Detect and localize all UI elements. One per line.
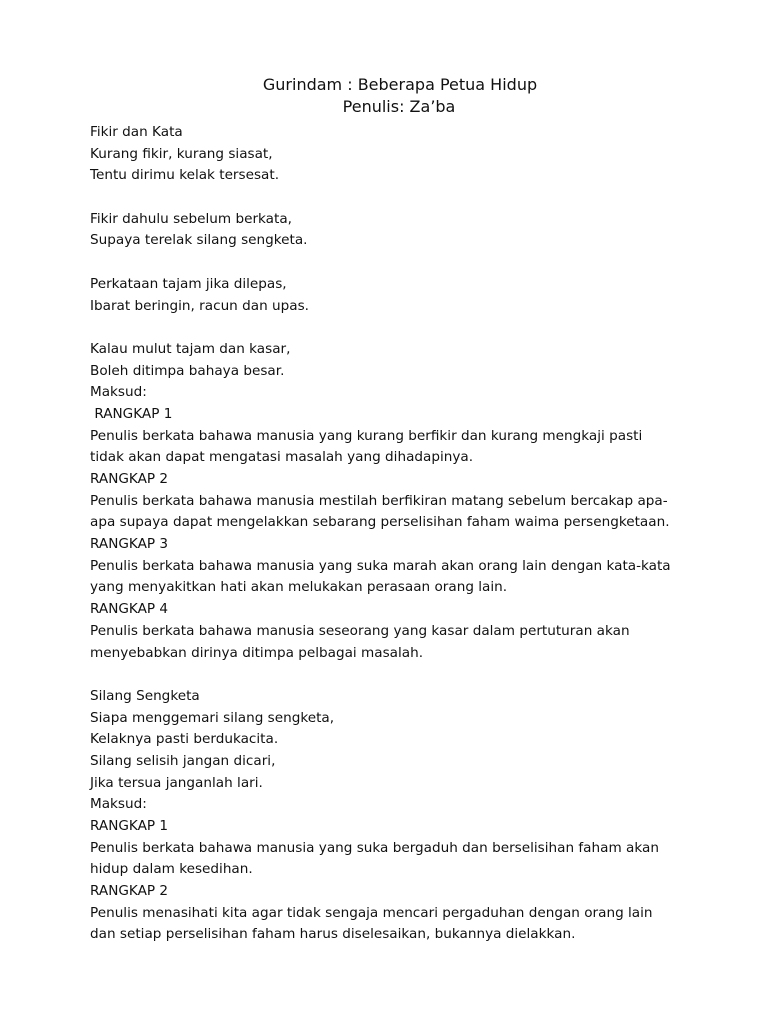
text-line: Fikir dahulu sebelum berkata, — [90, 210, 292, 227]
text-line: Ibarat beringin, racun dan upas. — [90, 297, 309, 314]
blank-line — [90, 664, 690, 686]
text-line: Kelaknya pasti berdukacita. — [90, 731, 279, 748]
text-line: tidak akan dapat mengatasi masalah yang dihadapinya. — [90, 449, 474, 466]
text-line: Boleh ditimpa bahaya besar. — [90, 362, 285, 379]
document-title: Gurindam : Beberapa Petua Hidup — [262, 75, 538, 94]
text-line: dan setiap perselisihan faham harus diselesaikan, bukannya dielakkan. — [90, 926, 576, 943]
document-body — [90, 122, 690, 946]
text-line: Kalau mulut tajam dan kasar, — [90, 340, 291, 357]
text-line: Kurang fikir, kurang siasat, — [90, 145, 273, 162]
blank-line — [90, 187, 690, 209]
text-line: menyebabkan dirinya ditimpa pelbagai masalah. — [90, 644, 424, 661]
text-line: RANGKAP 3 — [90, 536, 169, 553]
document-header — [90, 74, 690, 118]
text-line: yang menyakitkan hati akan melukakan perasaan orang lain. — [90, 579, 508, 596]
text-line: Penulis berkata bahawa manusia yang suka marah akan orang lain dengan kata-kata — [90, 557, 671, 574]
text-line: Maksud: — [90, 796, 147, 813]
text-line: Penulis berkata bahawa manusia yang suka bergaduh dan berselisihan faham akan — [90, 839, 659, 856]
text-line: Jika tersua janganlah lari. — [90, 774, 263, 791]
text-line: Silang Sengketa — [90, 687, 200, 704]
text-line: Fikir dan Kata — [90, 124, 183, 140]
text-line: Tentu dirimu kelak tersesat. — [90, 167, 280, 184]
text-line: RANGKAP 2 — [90, 883, 169, 900]
text-line: RANGKAP 1 — [90, 405, 173, 422]
author-line: Penulis: Za’ba — [342, 97, 456, 116]
text-line: Penulis berkata bahawa manusia yang kurang berfikir dan kurang mengkaji pasti — [90, 427, 643, 444]
text-line: Supaya terelak silang sengketa. — [90, 232, 308, 249]
document-page — [90, 74, 690, 946]
text-line: hidup dalam kesedihan. — [90, 861, 253, 878]
text-line: Siapa menggemari silang sengketa, — [90, 709, 335, 726]
text-line: RANGKAP 1 — [90, 818, 169, 834]
text-line: RANGKAP 2 — [90, 471, 169, 487]
text-line: Perkataan tajam jika dilepas, — [90, 275, 287, 292]
blank-line — [90, 317, 690, 339]
text-line: Penulis berkata bahawa manusia mestilah berfikiran matang sebelum bercakap apa- — [90, 492, 668, 509]
blank-line — [90, 252, 690, 274]
text-line: RANGKAP 4 — [90, 601, 169, 618]
text-line: Penulis menasihati kita agar tidak sengaja mencari pergaduhan dengan orang lain — [90, 904, 653, 921]
text-line: Maksud: — [90, 384, 147, 401]
text-line: Silang selisih jangan dicari, — [90, 752, 276, 769]
text-line: apa supaya dapat mengelakkan sebarang perselisihan faham waima persengketaan. — [90, 514, 670, 531]
text-line: Penulis berkata bahawa manusia seseorang yang kasar dalam pertuturan akan — [90, 622, 630, 639]
